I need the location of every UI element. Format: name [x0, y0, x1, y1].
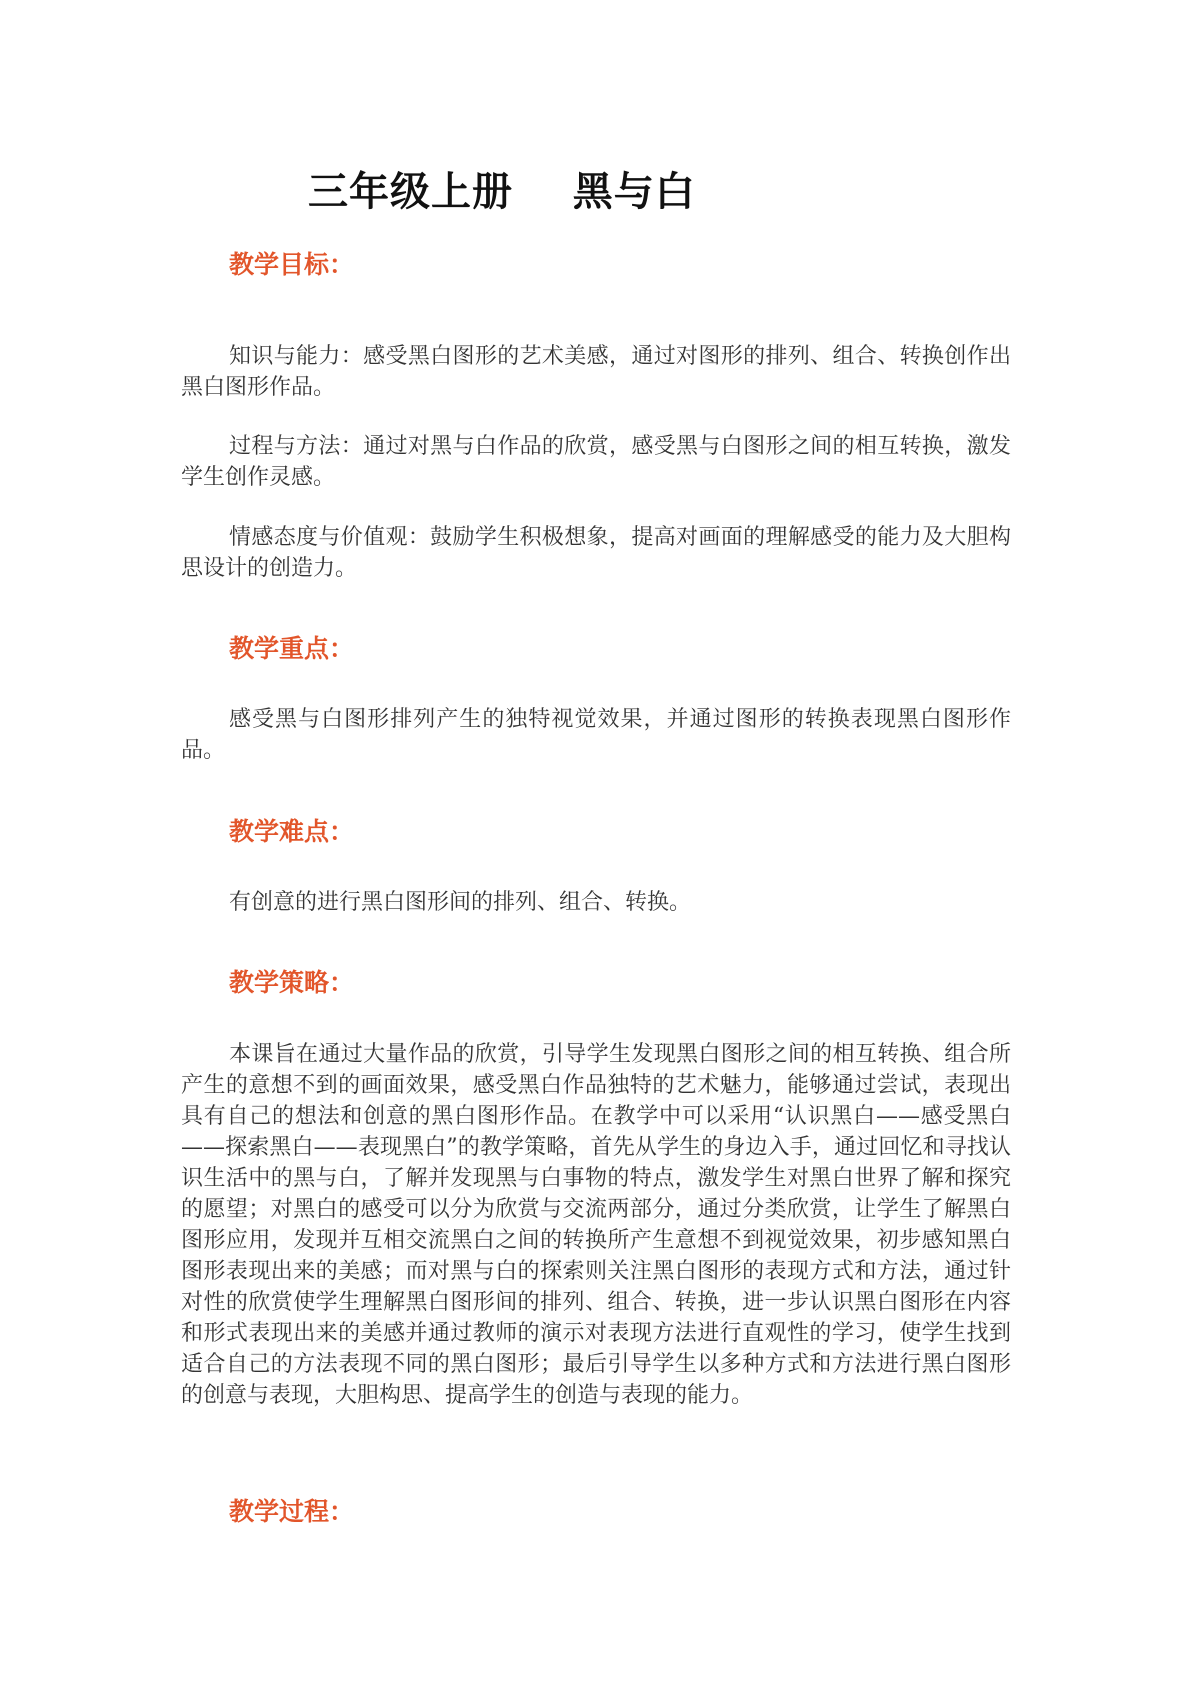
page-title: 三年级上册 黑与白	[308, 169, 696, 215]
paragraph-key-points: 感受黑与白图形排列产生的独特视觉效果，并通过图形的转换表现黑白图形作品。	[181, 707, 1011, 763]
section-heading-difficulties: 教学难点：	[229, 817, 355, 846]
paragraph-emotion-values: 情感态度与价值观：鼓励学生积极想象，提高对画面的理解感受的能力及大胆构思设计的创造力。	[181, 525, 1011, 581]
section-heading-key-points: 教学重点：	[229, 634, 355, 663]
paragraph-difficulties: 有创意的进行黑白图形间的排列、组合、转换。	[229, 890, 692, 915]
section-heading-objectives: 教学目标：	[229, 250, 355, 279]
section-heading-process: 教学过程：	[229, 1497, 355, 1526]
paragraph-process-method: 过程与方法：通过对黑与白作品的欣赏，感受黑与白图形之间的相互转换，激发学生创作灵感。	[181, 434, 1011, 490]
paragraph-knowledge-ability: 知识与能力：感受黑白图形的艺术美感，通过对图形的排列、组合、转换创作出黑白图形作品。	[181, 344, 1011, 400]
paragraph-strategy: 本课旨在通过大量作品的欣赏，引导学生发现黑白图形之间的相互转换、组合所产生的意想不到的画面效果，感受黑白作品独特的艺术魅力，能够通过尝试，表现出具有自己的想法和创意的黑白图形作品。在教学中可以采用“认识黑白——感受黑白——探索黑白——表现黑白”的教学策略，首先从学生的身边入手，通过回忆和寻找认识生活中的黑与白，了解并发现黑与白事物的特点，激发学生对黑白世界了解和探究的愿望；对黑白的感受可以分为欣赏与交流两部分，通过分类欣赏，让学生了解黑白图形应用，发现并互相交流黑白之间的转换所产生意想不到视觉效果，初步感知黑白图形表现出来的美感；而对黑与白的探索则关注黑白图形的表现方式和方法，通过针对性的欣赏使学生理解黑白图形间的排列、组合、转换，进一步认识黑白图形在内容和形式表现出来的美感并通过教师的演示对表现方法进行直观性的学习，使学生找到适合自己的方法表现不同的黑白图形；最后引导学生以多种方式和方法进行黑白图形的创意与表现，大胆构思、提高学生的创造与表现的能力。	[181, 1042, 1011, 1408]
section-heading-strategy: 教学策略：	[229, 968, 355, 997]
